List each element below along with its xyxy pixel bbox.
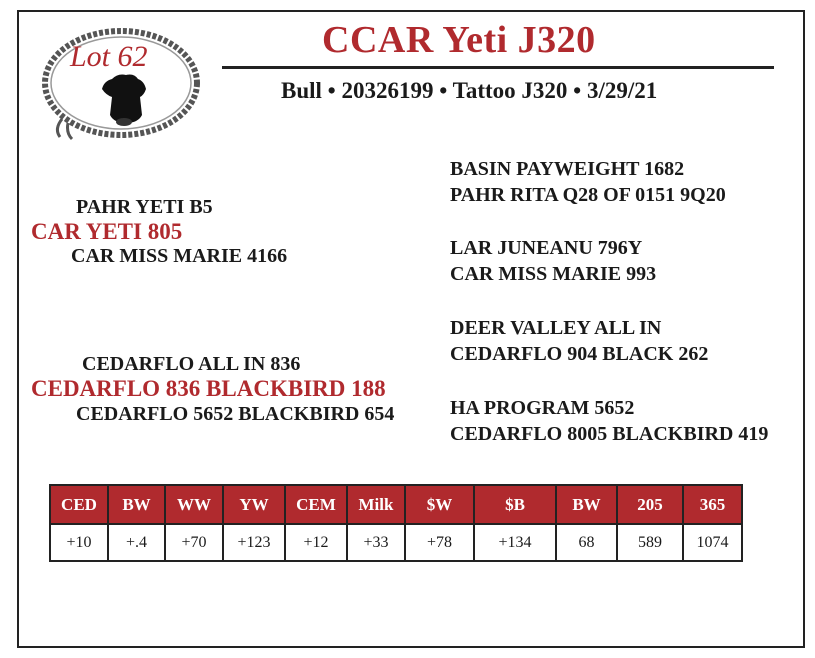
ancestor: LAR JUNEANU 796Y	[450, 237, 643, 259]
epd-value: +10	[50, 524, 108, 561]
ancestor: CEDARFLO 904 BLACK 262	[450, 343, 709, 365]
ancestor: PAHR RITA Q28 OF 0151 9Q20	[450, 184, 726, 206]
epd-header: 205	[617, 485, 683, 524]
epd-header: CED	[50, 485, 108, 524]
ancestor: CAR MISS MARIE 993	[450, 263, 657, 285]
epd-header: WW	[165, 485, 223, 524]
ancestor: DEER VALLEY ALL IN	[450, 317, 662, 339]
epd-value-row	[50, 524, 742, 561]
dam-dam: CEDARFLO 5652 BLACKBIRD 654	[76, 403, 395, 425]
epd-header-row	[50, 485, 742, 524]
epd-header: Milk	[347, 485, 405, 524]
ancestor: BASIN PAYWEIGHT 1682	[450, 158, 685, 180]
epd-header: YW	[223, 485, 285, 524]
animal-name: CCAR Yeti J320	[322, 19, 596, 61]
epd-value: +78	[405, 524, 474, 561]
epd-header: BW	[108, 485, 165, 524]
epd-header: $W	[405, 485, 474, 524]
epd-header: BW	[556, 485, 617, 524]
epd-header: CEM	[285, 485, 347, 524]
dam: CEDARFLO 836 BLACKBIRD 188	[31, 376, 386, 401]
sire-sire: PAHR YETI B5	[76, 196, 213, 218]
epd-header: 365	[683, 485, 742, 524]
epd-value: +134	[474, 524, 556, 561]
epd-value: +.4	[108, 524, 165, 561]
epd-value: 1074	[683, 524, 742, 561]
lot-number: Lot 62	[70, 40, 148, 73]
epd-value: +12	[285, 524, 347, 561]
title-divider	[222, 66, 774, 69]
epd-value: +123	[223, 524, 285, 561]
sire: CAR YETI 805	[31, 219, 183, 244]
epd-value: +70	[165, 524, 223, 561]
ancestor: HA PROGRAM 5652	[450, 397, 635, 419]
epd-value: 589	[617, 524, 683, 561]
epd-header: $B	[474, 485, 556, 524]
epd-table	[49, 484, 743, 562]
ancestor: CEDARFLO 8005 BLACKBIRD 419	[450, 423, 769, 445]
epd-value: +33	[347, 524, 405, 561]
dam-sire: CEDARFLO ALL IN 836	[82, 353, 301, 375]
sire-dam: CAR MISS MARIE 4166	[71, 245, 288, 267]
epd-value: 68	[556, 524, 617, 561]
angus-bull-icon	[102, 75, 146, 127]
animal-details: Bull • 20326199 • Tattoo J320 • 3/29/21	[281, 78, 658, 103]
